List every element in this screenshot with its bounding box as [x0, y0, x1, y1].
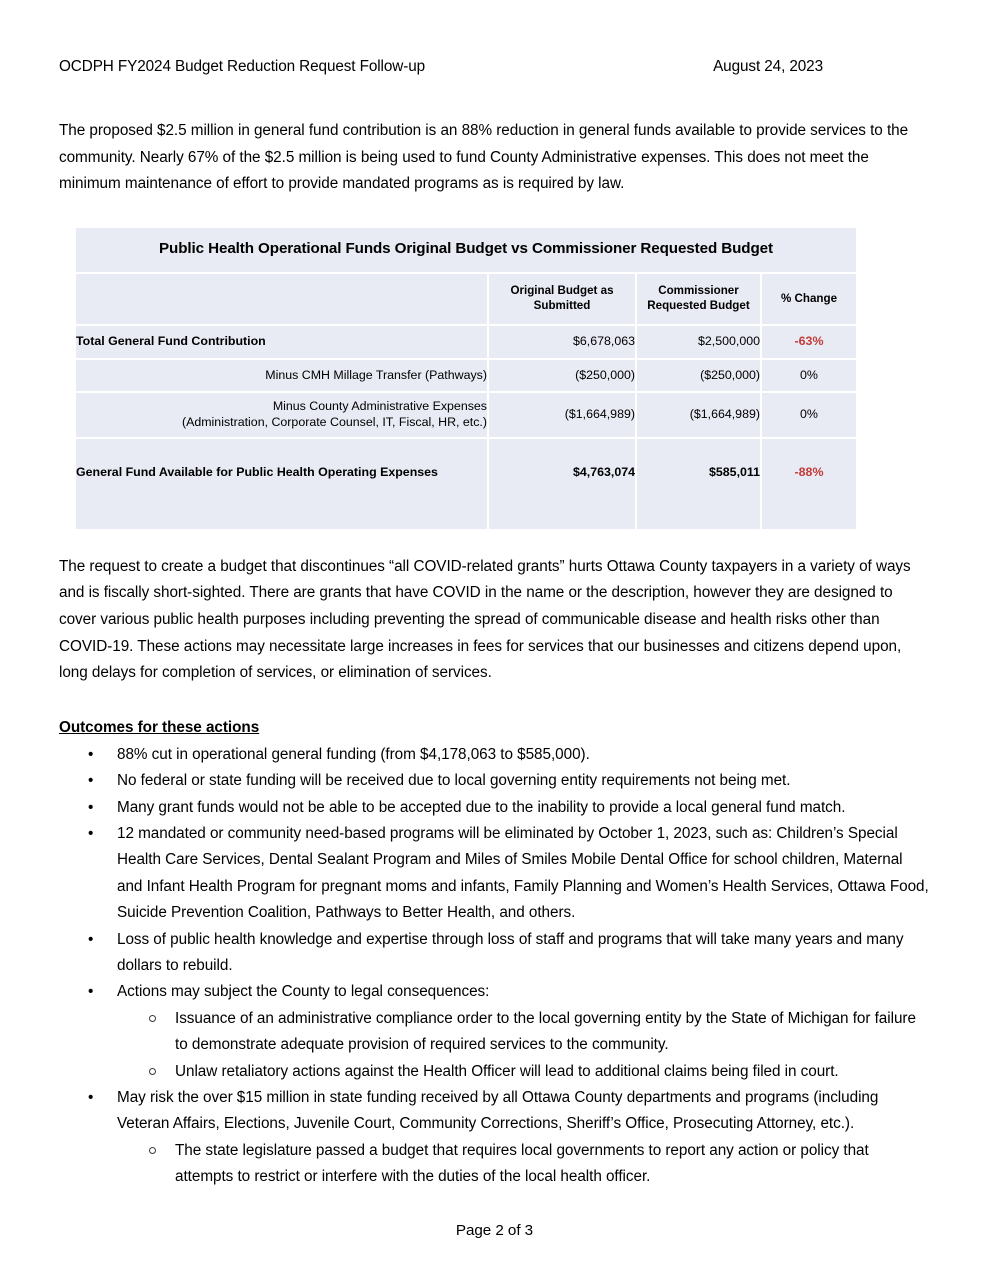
row-label-total-general-fund: Total General Fund Contribution: [76, 325, 488, 359]
hollow-circle-bullet-icon: [149, 1068, 156, 1075]
row-label-cmh-millage: Minus CMH Millage Transfer (Pathways): [76, 359, 488, 392]
sub-list-item: [117, 1059, 931, 1085]
bullet-icon: •: [88, 772, 94, 790]
list-item-text: Loss of public health knowledge and expertise through loss of staff and programs that will take many years and many dollars to rebuild.: [117, 930, 904, 974]
covid-grants-paragraph: The request to create a budget that discontinues “all COVID-related grants” hurts Ottawa County taxpayers in a variety of ways and is fiscally short-sighted. There are grants that have COVID in the name or the description, however they are designed to cover various public health purposes including preventing the spread of communicable disease and health risks other than COVID-19. These actions may necessitate large increases in fees for services that our businesses and citizens depend upon, long delays for completion of services, or elimination of services.: [59, 557, 911, 682]
row-commissioner-county-admin-expenses: ($1,664,989): [636, 392, 761, 438]
header-document-title: OCDPH FY2024 Budget Reduction Request Follow-up: [59, 58, 426, 75]
budget-table-container: [76, 228, 856, 531]
document-body: [59, 118, 931, 1191]
list-item: [59, 768, 931, 794]
bullet-icon: •: [88, 798, 94, 816]
row-label-county-admin-expenses-line1: Minus County Administrative Expenses: [272, 399, 487, 414]
list-item-text: 12 mandated or community need-based programs will be eliminated by October 1, 2023, such as: Children’s Special Health Care Services, Dental Sealant Program and Miles of Smiles Mobile Dental Office for school children, Maternal and Infant Health Program for pregnant moms and infants, Family Planning and Women’s Health Services, Ottawa Food, Suicide Prevention Coalition, Pathways to Better Health, and others.: [117, 824, 929, 922]
outcomes-heading: Outcomes for these actions: [59, 718, 260, 736]
hollow-circle-bullet-icon: [149, 1147, 156, 1154]
bullet-icon: •: [88, 983, 94, 1001]
outcomes-list: [59, 742, 931, 1191]
column-header-original-budget-line1: Original Budget as: [510, 284, 614, 298]
list-item: [59, 821, 931, 927]
row-change-general-fund-available: -88%: [761, 438, 856, 530]
table-title-row: [76, 228, 856, 273]
row-change-county-admin-expenses: 0%: [761, 392, 856, 438]
row-commissioner-general-fund-available: $585,011: [636, 438, 761, 530]
list-item: [59, 979, 931, 1085]
list-item: [59, 742, 931, 768]
table-row: [76, 359, 856, 392]
sub-list-item: [117, 1138, 931, 1191]
table-row: [76, 325, 856, 359]
sublist-legal-consequences: [117, 1006, 931, 1085]
page-header: [59, 57, 931, 76]
column-header-blank: [76, 273, 488, 325]
sub-list-item-text: Issuance of an administrative compliance order to the local governing entity by the State of Michigan for failure to demonstrate adequate provision of required services to the community.: [175, 1009, 916, 1054]
sub-list-item-text: The state legislature passed a budget that requires local governments to report any action or policy that attempts to restrict or interfere with the duties of the local health officer.: [175, 1141, 869, 1186]
list-item-text: Actions may subject the County to legal consequences:: [117, 983, 490, 1001]
row-commissioner-total-general-fund: $2,500,000: [636, 325, 761, 359]
bullet-icon: •: [88, 824, 94, 842]
column-header-percent-change: % Change: [761, 273, 856, 325]
page-footer: [0, 1222, 989, 1239]
list-item: [59, 927, 931, 980]
bullet-icon: •: [88, 930, 94, 948]
list-item: [59, 1085, 931, 1191]
row-original-cmh-millage: ($250,000): [488, 359, 636, 392]
bullet-icon: •: [88, 745, 94, 763]
hollow-circle-bullet-icon: [149, 1015, 156, 1022]
list-item-text: Many grant funds would not be able to be accepted due to the inability to provide a local general fund match.: [117, 798, 846, 816]
table-row: [76, 438, 856, 530]
row-original-total-general-fund: $6,678,063: [488, 325, 636, 359]
row-commissioner-cmh-millage: ($250,000): [636, 359, 761, 392]
column-header-original-budget: [488, 273, 636, 325]
row-label-county-admin-expenses: [76, 392, 488, 438]
column-header-commissioner-budget-line1: Commissioner: [658, 284, 739, 298]
page-number: Page 2 of 3: [455, 1222, 534, 1239]
column-header-original-budget-line2: Submitted: [533, 298, 591, 312]
table-header-row: [76, 273, 856, 325]
bullet-icon: •: [88, 1089, 94, 1107]
sub-list-item-text: Unlaw retaliatory actions against the Health Officer will lead to additional claims being filed in court.: [175, 1062, 839, 1080]
row-label-general-fund-available: General Fund Available for Public Health Operating Expenses: [76, 438, 488, 530]
row-original-county-admin-expenses: ($1,664,989): [488, 392, 636, 438]
intro-paragraph: The proposed $2.5 million in general fund contribution is an 88% reduction in general funds available to provide services to the community. Nearly 67% of the $2.5 million is being used to fund County Administrative expenses. This does not meet the minimum maintenance of effort to provide mandated programs as is required by law.: [59, 122, 909, 193]
list-item-text: No federal or state funding will be received due to local governing entity requirements not being met.: [117, 772, 791, 790]
row-change-total-general-fund: -63%: [761, 325, 856, 359]
list-item-text: 88% cut in operational general funding (from $4,178,063 to $585,000).: [117, 745, 590, 763]
sublist-state-legislature: [117, 1138, 931, 1191]
table-row: [76, 392, 856, 438]
sub-list-item: [117, 1006, 931, 1059]
budget-table: [76, 228, 856, 531]
list-item: [59, 795, 931, 821]
header-date: August 24, 2023: [713, 58, 823, 75]
row-original-general-fund-available: $4,763,074: [488, 438, 636, 530]
table-title: Public Health Operational Funds Original Budget vs Commissioner Requested Budget: [76, 228, 856, 273]
row-label-county-admin-expenses-line2: (Administration, Corporate Counsel, IT, Fiscal, HR, etc.): [181, 414, 487, 429]
list-item-text: May risk the over $15 million in state funding received by all Ottawa County departments and programs (including Veteran Affairs, Elections, Juvenile Court, Community Corrections, Sheriff’s Office, Prosecuting Attorney, etc.).: [117, 1089, 879, 1133]
column-header-commissioner-budget: [636, 273, 761, 325]
row-change-cmh-millage: 0%: [761, 359, 856, 392]
column-header-commissioner-budget-line2: Requested Budget: [647, 298, 750, 312]
